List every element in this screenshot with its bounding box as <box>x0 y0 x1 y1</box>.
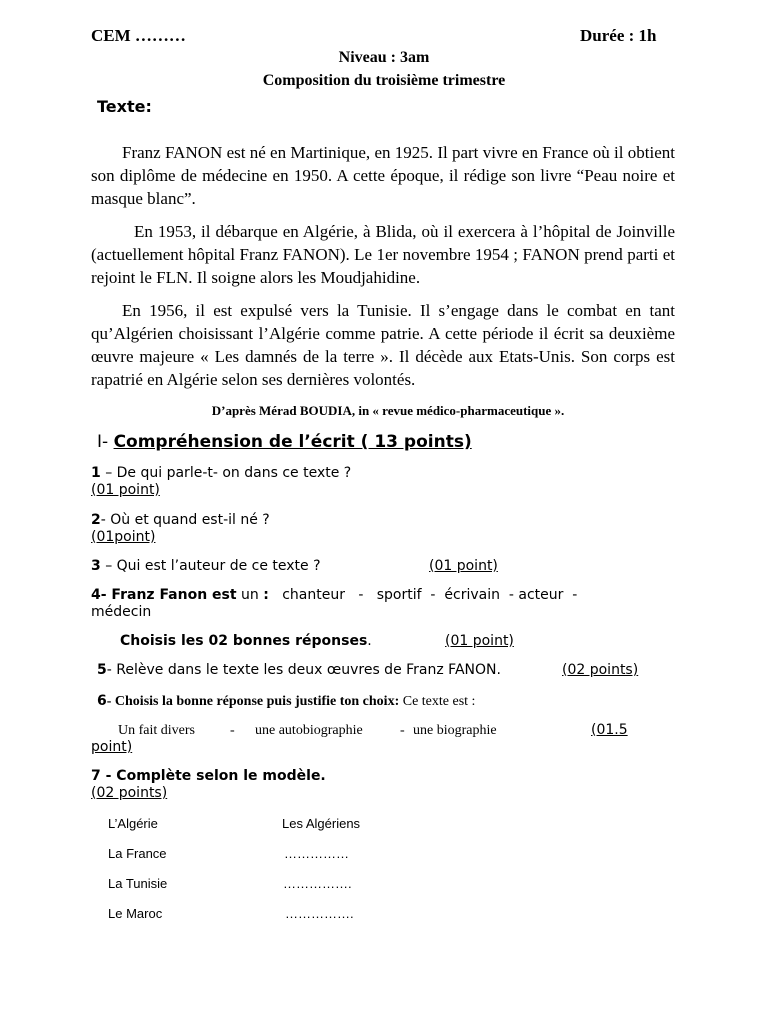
part1-heading <box>97 432 472 452</box>
question-6 <box>97 693 475 710</box>
model-right-4: ……………. <box>285 906 354 921</box>
model-right-2: …………… <box>284 846 349 861</box>
part1-title: Compréhension de l’écrit ( 13 points) <box>113 432 472 452</box>
question-5-points: (02 points) <box>562 662 639 678</box>
level: Niveau : 3am <box>338 49 430 66</box>
model-left-2: La France <box>108 846 167 861</box>
question-text: - Où et quand est-il né ? <box>100 512 270 528</box>
question-6-points-b: point) <box>91 739 133 755</box>
text-heading: Texte: <box>97 97 152 116</box>
model-left-1: L’Algérie <box>108 816 158 831</box>
question-number: 3 <box>91 558 101 574</box>
question-5 <box>97 662 501 679</box>
question-text: - Relève dans le texte les deux œuvres de Franz FANON. <box>106 662 501 678</box>
exam-duration: Durée : 1h <box>580 26 657 45</box>
question-text: – Qui est l’auteur de ce texte ? <box>100 558 321 574</box>
question-6-option-2: une autobiographie <box>255 723 363 738</box>
paragraph-2: En 1953, il débarque en Algérie, à Blida, où il exercera à l’hôpital de Joinville (actuellement hôpital Franz FANON). Le 1er novembre 1954 ; FANON prend parti et rejoint le FLN. Il soigne alors les Moudjahidine. <box>91 222 675 287</box>
question-4-options: chanteur - sportif - écrivain - acteur - <box>268 587 578 603</box>
question-number: 2 <box>91 512 101 528</box>
instruction-text: Choisis les 02 bonnes réponses <box>120 633 368 649</box>
question-1 <box>91 465 351 482</box>
question-6-sep-2: - <box>400 723 405 738</box>
model-left-4: Le Maroc <box>108 906 163 921</box>
question-text: - Complète selon le modèle. <box>100 768 326 784</box>
question-text: Ce texte est : <box>399 694 476 709</box>
question-text: – De qui parle-t- on dans ce texte ? <box>100 465 352 481</box>
question-2 <box>91 512 270 529</box>
model-left-3: La Tunisie <box>108 876 168 891</box>
question-colon: : <box>263 587 269 603</box>
question-4 <box>91 587 577 604</box>
paragraph-1: Franz FANON est né en Martinique, en 1925. Il part vivre en France où il obtient son diplôme de médecine en 1950. A cette époque, il rédige son livre “Peau noire et masque blanc”. <box>91 143 675 208</box>
question-7 <box>91 768 326 785</box>
question-6-points-a: (01.5 <box>591 722 628 738</box>
question-2-points: (01point) <box>91 529 156 545</box>
model-right-3: ……………. <box>283 876 352 891</box>
question-number: 5 <box>97 662 107 678</box>
question-7-points: (02 points) <box>91 785 168 801</box>
question-bold-text: - Choisis la bonne réponse puis justifie ton choix: <box>106 694 400 709</box>
exam-title: Composition du troisième trimestre <box>262 72 506 89</box>
question-number: 6 <box>97 693 107 709</box>
question-4-instruction <box>120 633 372 650</box>
school-name: CEM ……… <box>91 26 186 45</box>
question-number: 4 <box>91 587 101 603</box>
part1-prefix: I- <box>97 432 109 452</box>
question-4-points: (01 point) <box>445 633 514 649</box>
question-number: 7 <box>91 768 101 784</box>
model-right-1: Les Algériens <box>282 816 361 831</box>
question-text: un <box>236 587 264 603</box>
source-citation: D’après Mérad BOUDIA, in « revue médico-pharmaceutique ». <box>211 403 565 418</box>
question-number: 1 <box>91 465 101 481</box>
question-6-option-3: une biographie <box>413 723 497 738</box>
question-6-sep-1: - <box>230 723 235 738</box>
question-bold-text: - Franz Fanon est <box>100 587 237 603</box>
paragraph-3: En 1956, il est expulsé vers la Tunisie. Il s’engage dans le combat en tant qu’Algérien choisissant l’Algérie comme patrie. A cette période il écrit sa deuxième œuvre majeure « Les damnés de la terre ». Il décède aux Etats-Unis. Son corps est rapatrié en Algérie selon ses dernières volontés. <box>91 301 675 389</box>
instruction-dot: . <box>367 633 372 649</box>
question-3 <box>91 558 321 575</box>
question-4-options-cont: médecin <box>91 604 152 620</box>
question-1-points: (01 point) <box>91 482 160 498</box>
question-6-option-1: Un fait divers <box>118 723 195 738</box>
question-3-points: (01 point) <box>429 558 498 574</box>
